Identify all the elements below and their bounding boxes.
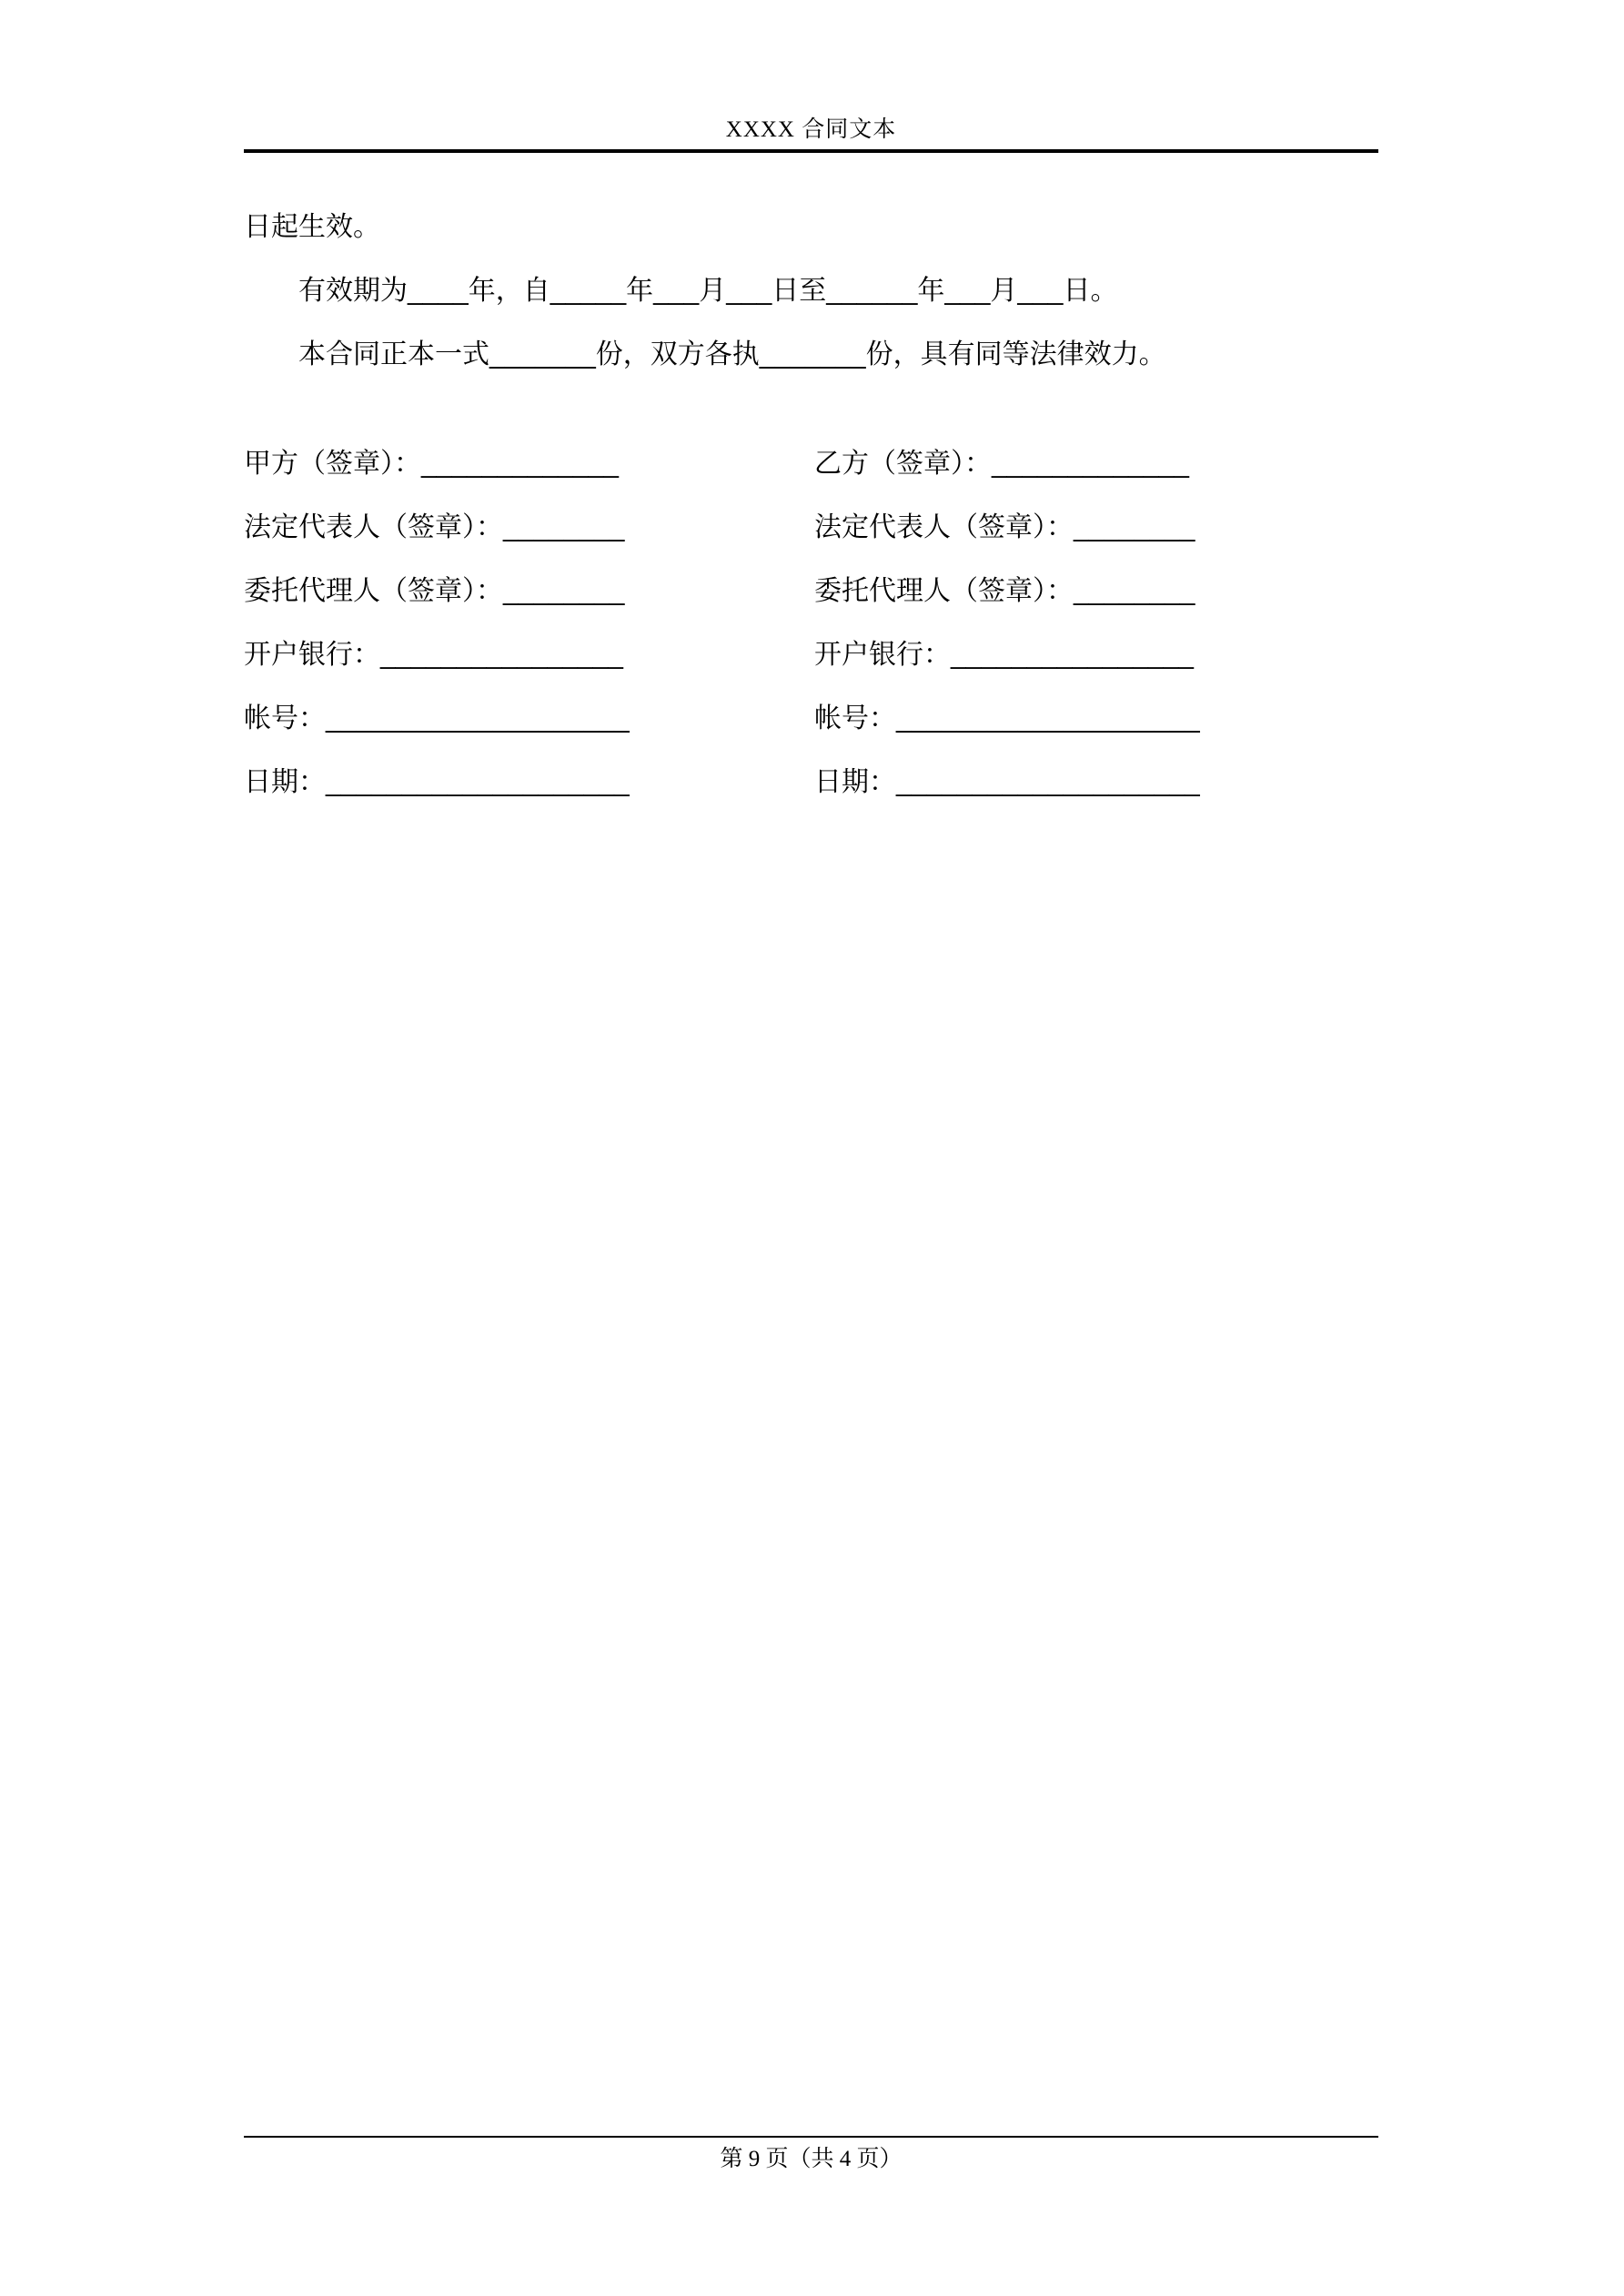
paragraph-copies: 本合同正本一式_______份，双方各执_______份，具有同等法律效力。 — [298, 339, 1166, 369]
party-a-agent-line: 委托代理人（签章）：________ — [244, 576, 625, 606]
party-a-bank-line: 开户银行：________________ — [244, 640, 623, 670]
party-b-legal-rep-line: 法定代表人（签章）：________ — [814, 512, 1195, 542]
footer-page-number: 第 9 页（共 4 页） — [720, 2147, 903, 2171]
party-b-date-line: 日期：____________________ — [814, 767, 1200, 797]
contract-body — [244, 196, 1378, 387]
party-b-agent-line: 委托代理人（签章）：________ — [814, 576, 1195, 606]
party-b-seal-line: 乙方（签章）：_____________ — [814, 449, 1189, 479]
party-a-legal-rep-line: 法定代表人（签章）：________ — [244, 512, 625, 542]
paragraph-validity-period: 有效期为____年，自_____年___月___日至______年___月___日。 — [298, 276, 1118, 306]
header-rule — [244, 149, 1378, 153]
party-a-date-line: 日期：____________________ — [244, 767, 630, 797]
paragraph-effective-date: 日起生效。 — [244, 212, 380, 242]
party-b-bank-line: 开户银行：________________ — [814, 640, 1194, 670]
signature-column-party-a — [244, 432, 808, 814]
signature-column-party-b — [814, 432, 1378, 814]
party-b-account-line: 帐号：____________________ — [814, 703, 1200, 733]
header-title: XXXX 合同文本 — [725, 117, 897, 142]
footer-rule — [244, 2136, 1378, 2138]
party-a-seal-line: 甲方（签章）：_____________ — [244, 449, 619, 479]
party-a-account-line: 帐号：____________________ — [244, 703, 630, 733]
